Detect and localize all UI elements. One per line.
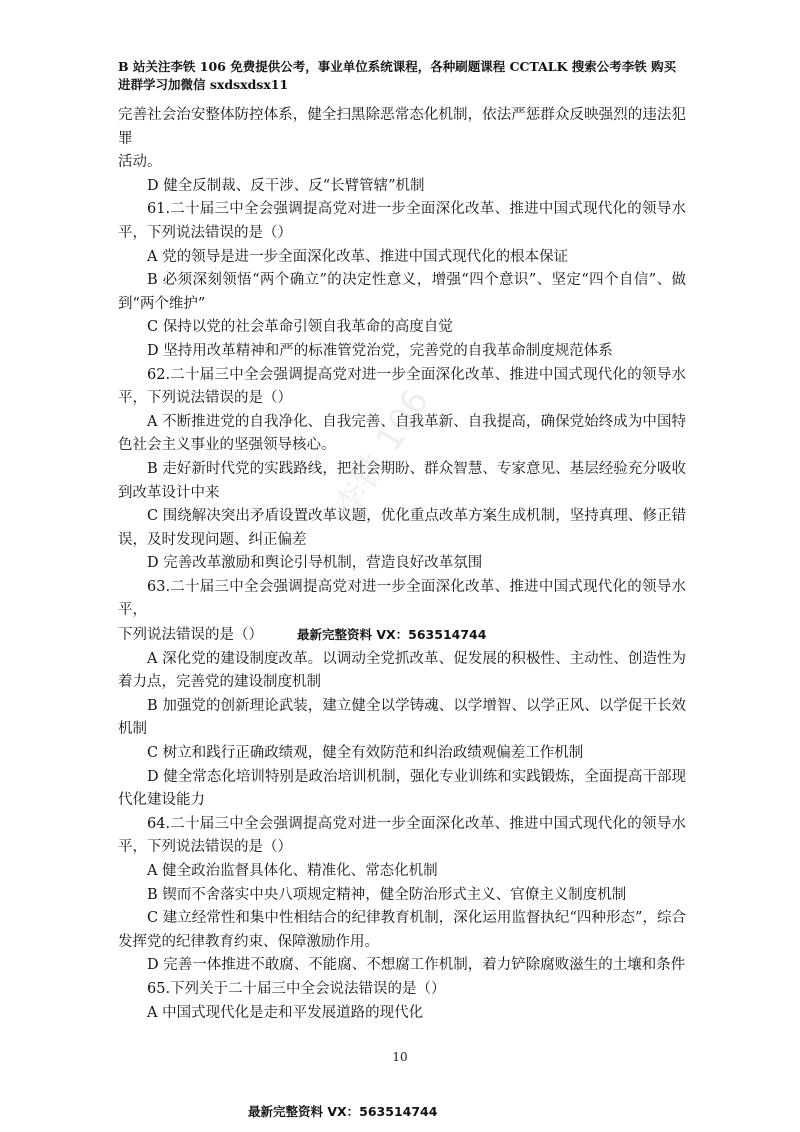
option-a: A 不断推进党的自我净化、自我完善、自我革新、自我提高，确保党始终成为中国特色社会主义事业的坚强领导核心。 [118, 413, 686, 454]
page-footer: 最新完整资料 VX：563514744 [248, 1104, 438, 1119]
continuation-option-d: D 健全反制裁、反干涉、反“长臂管辖”机制 [147, 177, 425, 194]
question-stem: 62.二十届三中全会强调提高党对进一步全面深化改革、推进中国式现代化的领导水平，下列说法错误的是（） [118, 366, 686, 407]
header-line-1: B 站关注李铁 106 免费提供公考，事业单位系统课程，各种刷题课程 CCTALK 搜索公考李铁 购买 [118, 59, 677, 74]
question-stem [118, 576, 686, 648]
question-stem: 65.下列关于二十届三中全会说法错误的是（） [147, 980, 446, 997]
option-b: B 锲而不舍落实中央八项规定精神，健全防治形式主义、官僚主义制度机制 [147, 886, 627, 903]
watermark: 李铁 106 [326, 382, 437, 526]
option-d: D 完善改革激励和舆论引导机制，营造良好改革氛围 [147, 555, 483, 572]
question-stem-line-1: 63.二十届三中全会强调提高党对进一步全面深化改革、推进中国式现代化的领导水平， [118, 578, 686, 619]
option-d: D 完善一体推进不敢腐、不能腐、不想腐工作机制，着力铲除腐败滋生的土壤和条件 [147, 957, 686, 974]
option-c: C 建立经常性和集中性相结合的纪律教育机制，深化运用监督执纪“四种形态”，综合发挥党的纪律教育约束、保障激励作用。 [118, 910, 686, 950]
option-b: B 走好新时代党的实践路线，把社会期盼、群众智慧、专家意见、基层经验充分吸收到改革设计中来 [118, 460, 686, 501]
question-stem: 61.二十届三中全会强调提高党对进一步全面深化改革、推进中国式现代化的领导水平，下列说法错误的是（） [118, 201, 686, 241]
page-content [118, 104, 686, 1025]
option-c: C 围绕解决突出矛盾设置改革议题，优化重点改革方案生成机制，坚持真理、修正错误，及时发现问题、纠正偏差 [118, 508, 686, 548]
option-a: A 中国式现代化是走和平发展道路的现代化 [147, 1004, 424, 1021]
question-63 [118, 576, 686, 813]
question-stem: 64.二十届三中全会强调提高党对进一步全面深化改革、推进中国式现代化的领导水平，下列说法错误的是（） [118, 815, 686, 856]
page-number: 10 [392, 1050, 408, 1064]
option-a: A 深化党的建设制度改革。以调动全党抓改革、促发展的积极性、主动性、创造性为着力点，完善党的建设制度机制 [118, 650, 686, 691]
option-d: D 坚持用改革精神和严的标准管党治党，完善党的自我革命制度规范体系 [147, 342, 613, 359]
question-65 [118, 978, 686, 1025]
continuation-line-1: 完善社会治安整体防控体系，健全扫黑除恶常态化机制，依法严惩群众反映强烈的违法犯罪 [118, 107, 686, 147]
header-line-2: 进群学习加微信 sxdsxdsx11 [118, 77, 289, 92]
question-64 [118, 813, 686, 978]
question-stem-line-2: 下列说法错误的是（） [118, 627, 263, 644]
option-a: A 党的领导是进一步全面深化改革、推进中国式现代化的根本保证 [147, 248, 569, 265]
continuation-line-2: 活动。 [118, 154, 162, 171]
option-b: B 必须深刻领悟“两个确立”的决定性意义，增强“四个意识”、坚定“四个自信”、做到“两个维护” [118, 272, 686, 312]
option-b: B 加强党的创新理论武装，建立健全以学铸魂、以学增智、以学正风、以学促干长效机制 [118, 697, 686, 738]
continuation-text [118, 104, 686, 175]
option-c: C 保持以党的社会革命引领自我革命的高度自觉 [147, 319, 453, 336]
option-a: A 健全政治监督具体化、精准化、常态化机制 [147, 863, 438, 879]
option-c: C 树立和践行正确政绩观，健全有效防范和纠治政绩观偏差工作机制 [147, 745, 584, 762]
option-d: D 健全常态化培训特别是政治培训机制，强化专业训练和实践锻炼，全面提高干部现代化建设能力 [118, 768, 686, 809]
page-header [118, 58, 698, 94]
question-62 [118, 364, 686, 576]
contact-inline: 最新完整资料 VX：563514744 [297, 627, 487, 643]
question-61 [118, 198, 686, 363]
